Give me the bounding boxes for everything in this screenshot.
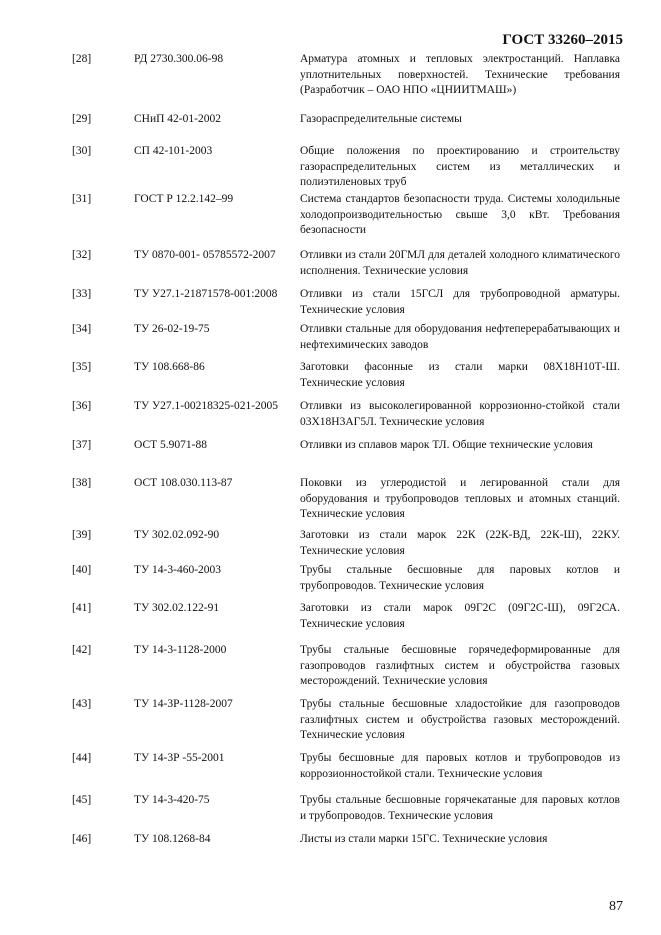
reference-number: [44]: [72, 752, 92, 764]
reference-code: ГОСТ Р 12.2.142–99: [134, 193, 234, 205]
reference-description: Трубы стальные бесшовные для паровых котлов и трубопроводов. Технические условия: [300, 564, 620, 592]
reference-number: [45]: [72, 794, 92, 806]
reference-description: Трубы стальные бесшовные горячекатаные для паровых котлов и трубопроводов. Технические условия: [300, 794, 620, 822]
reference-number: [37]: [72, 439, 92, 451]
reference-code: РД 2730.300.06-98: [134, 53, 224, 65]
reference-description: Общие положения по проектированию и строительству газораспределительных систем из металлических и полиэтиленовых труб: [300, 145, 620, 188]
reference-number: [43]: [72, 698, 92, 710]
reference-code: ТУ 108.1268-84: [134, 833, 211, 845]
reference-code: ТУ 14-3-460-2003: [134, 564, 222, 576]
reference-number: [35]: [72, 361, 92, 373]
reference-description: Заготовки фасонные из стали марки 08Х18Н10Т-Ш. Технические условия: [300, 361, 620, 389]
reference-description: Трубы бесшовные для паровых котлов и трубопроводов из коррозионностойкой стали. Технические условия: [300, 752, 620, 780]
reference-number: [41]: [72, 602, 92, 614]
reference-number: [39]: [72, 529, 92, 541]
reference-number: [40]: [72, 564, 92, 576]
reference-description: Газораспределительные системы: [300, 113, 462, 125]
reference-number: [34]: [72, 323, 92, 335]
document-header: ГОСТ 33260–2015: [502, 32, 623, 48]
reference-number: [28]: [72, 53, 92, 65]
reference-description: Трубы стальные бесшовные горячедеформированные для газопроводов газлифтных систем и обустройства газовых месторождений. Технические условия: [300, 644, 620, 687]
reference-number: [42]: [72, 644, 92, 656]
reference-code: ТУ 14-3-420-75: [134, 794, 210, 806]
reference-code: ТУ 0870-001- 05785572-2007: [134, 249, 276, 261]
reference-description: Поковки из углеродистой и легированной стали для оборудования и трубопроводов тепловых и атомных станций. Технические условия: [300, 477, 620, 520]
reference-description: Отливки из высоколегированной коррозионно-стойкой стали 03Х18Н3АГ5Л. Технические условия: [300, 400, 620, 428]
reference-code: ТУ У27.1-21871578-001:2008: [134, 288, 278, 300]
reference-description: Отливки из сплавов марок ТЛ. Общие технические условия: [300, 439, 593, 451]
reference-code: ТУ 302.02.092-90: [134, 529, 220, 541]
reference-code: ТУ 14-3Р -55-2001: [134, 752, 225, 764]
reference-description: Трубы стальные бесшовные хладостойкие для газопроводов газлифтных систем и обустройства газовых месторождений. Технические условия: [300, 698, 620, 741]
reference-code: ТУ 14-3-1128-2000: [134, 644, 227, 656]
reference-code: ОСТ 108.030.113-87: [134, 477, 233, 489]
reference-code: СП 42-101-2003: [134, 145, 213, 157]
reference-description: Заготовки из стали марок 22К (22К-ВД, 22К-Ш), 22КУ. Технические условия: [300, 529, 620, 557]
reference-number: [33]: [72, 288, 92, 300]
reference-code: ТУ 26-02-19-75: [134, 323, 210, 335]
reference-description: Листы из стали марки 15ГС. Технические условия: [300, 833, 548, 845]
reference-description: Отливки из стали 15ГСЛ для трубопроводной арматуры. Технические условия: [300, 288, 620, 316]
reference-code: СНиП 42-01-2002: [134, 113, 221, 125]
reference-description: Отливки из стали 20ГМЛ для деталей холодного климатического исполнения. Технические условия: [300, 249, 620, 277]
reference-code: ТУ 302.02.122-91: [134, 602, 220, 614]
reference-description: Система стандартов безопасности труда. Системы холодильные холодопроизводительностью свыше 3,0 кВт. Требования безопасности: [300, 193, 620, 236]
reference-code: ТУ 14-3Р-1128-2007: [134, 698, 233, 710]
reference-code: ТУ 108.668-86: [134, 361, 205, 373]
page-number: 87: [609, 899, 623, 914]
reference-description: Заготовки из стали марок 09Г2С (09Г2С-Ш), 09Г2СА. Технические условия: [300, 602, 620, 630]
reference-number: [38]: [72, 477, 92, 489]
reference-number: [32]: [72, 249, 92, 261]
reference-number: [46]: [72, 833, 92, 845]
reference-number: [30]: [72, 145, 92, 157]
reference-description: Отливки стальные для оборудования нефтеперерабатывающих и нефтехимических заводов: [300, 323, 620, 351]
reference-number: [36]: [72, 400, 92, 412]
reference-code: ОСТ 5.9071-88: [134, 439, 207, 451]
reference-number: [29]: [72, 113, 92, 125]
reference-code: ТУ У27.1-00218325-021-2005: [134, 400, 279, 412]
reference-description: Арматура атомных и тепловых электростанций. Наплавка уплотнительных поверхностей. Технические требования (Разработчик – ОАО НПО «ЦНИИТМАШ»): [300, 53, 620, 96]
reference-number: [31]: [72, 193, 92, 205]
